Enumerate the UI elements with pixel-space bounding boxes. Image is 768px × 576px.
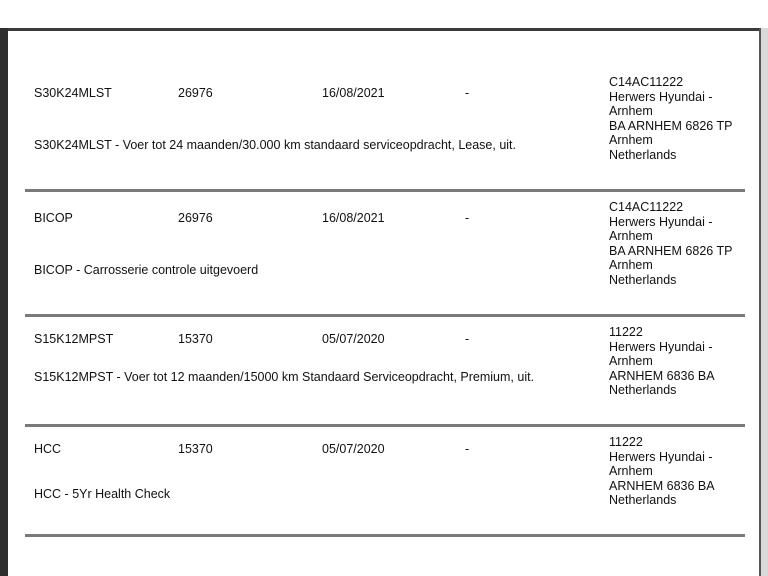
empty-value: - bbox=[465, 211, 470, 225]
service-description: BICOP - Carrosserie controle uitgevoerd bbox=[34, 263, 259, 277]
empty-value: - bbox=[465, 332, 470, 346]
empty-value: - bbox=[465, 442, 470, 456]
dealer-line: Arnhem bbox=[609, 354, 653, 368]
service-history-document bbox=[8, 31, 759, 576]
dealer-line: ARNHEM 6836 BA bbox=[609, 478, 715, 493]
window-top-bar bbox=[0, 0, 768, 30]
dealer-line: C14AC11222 bbox=[609, 75, 684, 89]
dealer-address bbox=[609, 75, 732, 162]
record-separator bbox=[25, 189, 745, 192]
dealer-line: Herwers Hyundai - bbox=[609, 89, 713, 104]
mileage: 15370 bbox=[178, 442, 213, 456]
dealer-line: ARNHEM 6836 BA bbox=[609, 368, 715, 383]
dealer-line: BA ARNHEM 6826 TP bbox=[609, 243, 733, 258]
mileage: 26976 bbox=[178, 86, 213, 100]
service-date: 05/07/2020 bbox=[322, 332, 385, 346]
service-code: BICOP bbox=[34, 211, 73, 225]
dealer-line: Herwers Hyundai - bbox=[609, 214, 713, 229]
service-code: S15K12MPST bbox=[34, 332, 114, 346]
mileage: 15370 bbox=[178, 332, 213, 346]
service-code: S30K24MLST bbox=[34, 86, 112, 100]
dealer-line: Arnhem bbox=[609, 133, 653, 147]
dealer-line: Netherlands bbox=[609, 272, 677, 287]
dealer-line: Arnhem bbox=[609, 258, 653, 272]
service-description: S30K24MLST - Voer tot 24 maanden/30.000 km standaard serviceopdracht, Lease, uit. bbox=[34, 138, 517, 152]
dealer-line: Netherlands bbox=[609, 147, 677, 162]
dealer-address bbox=[609, 325, 715, 398]
dealer-line: Arnhem bbox=[609, 229, 653, 243]
service-date: 16/08/2021 bbox=[322, 211, 385, 225]
dealer-line: Netherlands bbox=[609, 493, 677, 507]
dealer-line: Arnhem bbox=[609, 104, 653, 118]
record-separator bbox=[25, 424, 745, 427]
service-description: HCC - 5Yr Health Check bbox=[34, 487, 171, 501]
dealer-line: 11222 bbox=[609, 325, 643, 339]
service-description: S15K12MPST - Voer tot 12 maanden/15000 km Standaard Serviceopdracht, Premium, uit. bbox=[34, 370, 535, 384]
left-edge bbox=[0, 28, 8, 576]
dealer-line: C14AC11222 bbox=[609, 200, 684, 214]
dealer-line: Herwers Hyundai - bbox=[609, 449, 713, 464]
dealer-line: Arnhem bbox=[609, 464, 653, 478]
record-separator bbox=[25, 314, 745, 317]
service-code: HCC bbox=[34, 442, 62, 456]
service-date: 05/07/2020 bbox=[322, 442, 385, 456]
mileage: 26976 bbox=[178, 211, 213, 225]
right-scrollbar[interactable] bbox=[759, 28, 768, 576]
empty-value: - bbox=[465, 86, 470, 100]
service-date: 16/08/2021 bbox=[322, 86, 385, 100]
dealer-address bbox=[609, 435, 715, 508]
dealer-line: 11222 bbox=[609, 435, 643, 449]
record-separator bbox=[25, 534, 745, 537]
dealer-line: BA ARNHEM 6826 TP bbox=[609, 118, 733, 133]
dealer-address bbox=[609, 200, 732, 287]
dealer-line: Netherlands bbox=[609, 383, 677, 397]
dealer-line: Herwers Hyundai - bbox=[609, 339, 713, 354]
